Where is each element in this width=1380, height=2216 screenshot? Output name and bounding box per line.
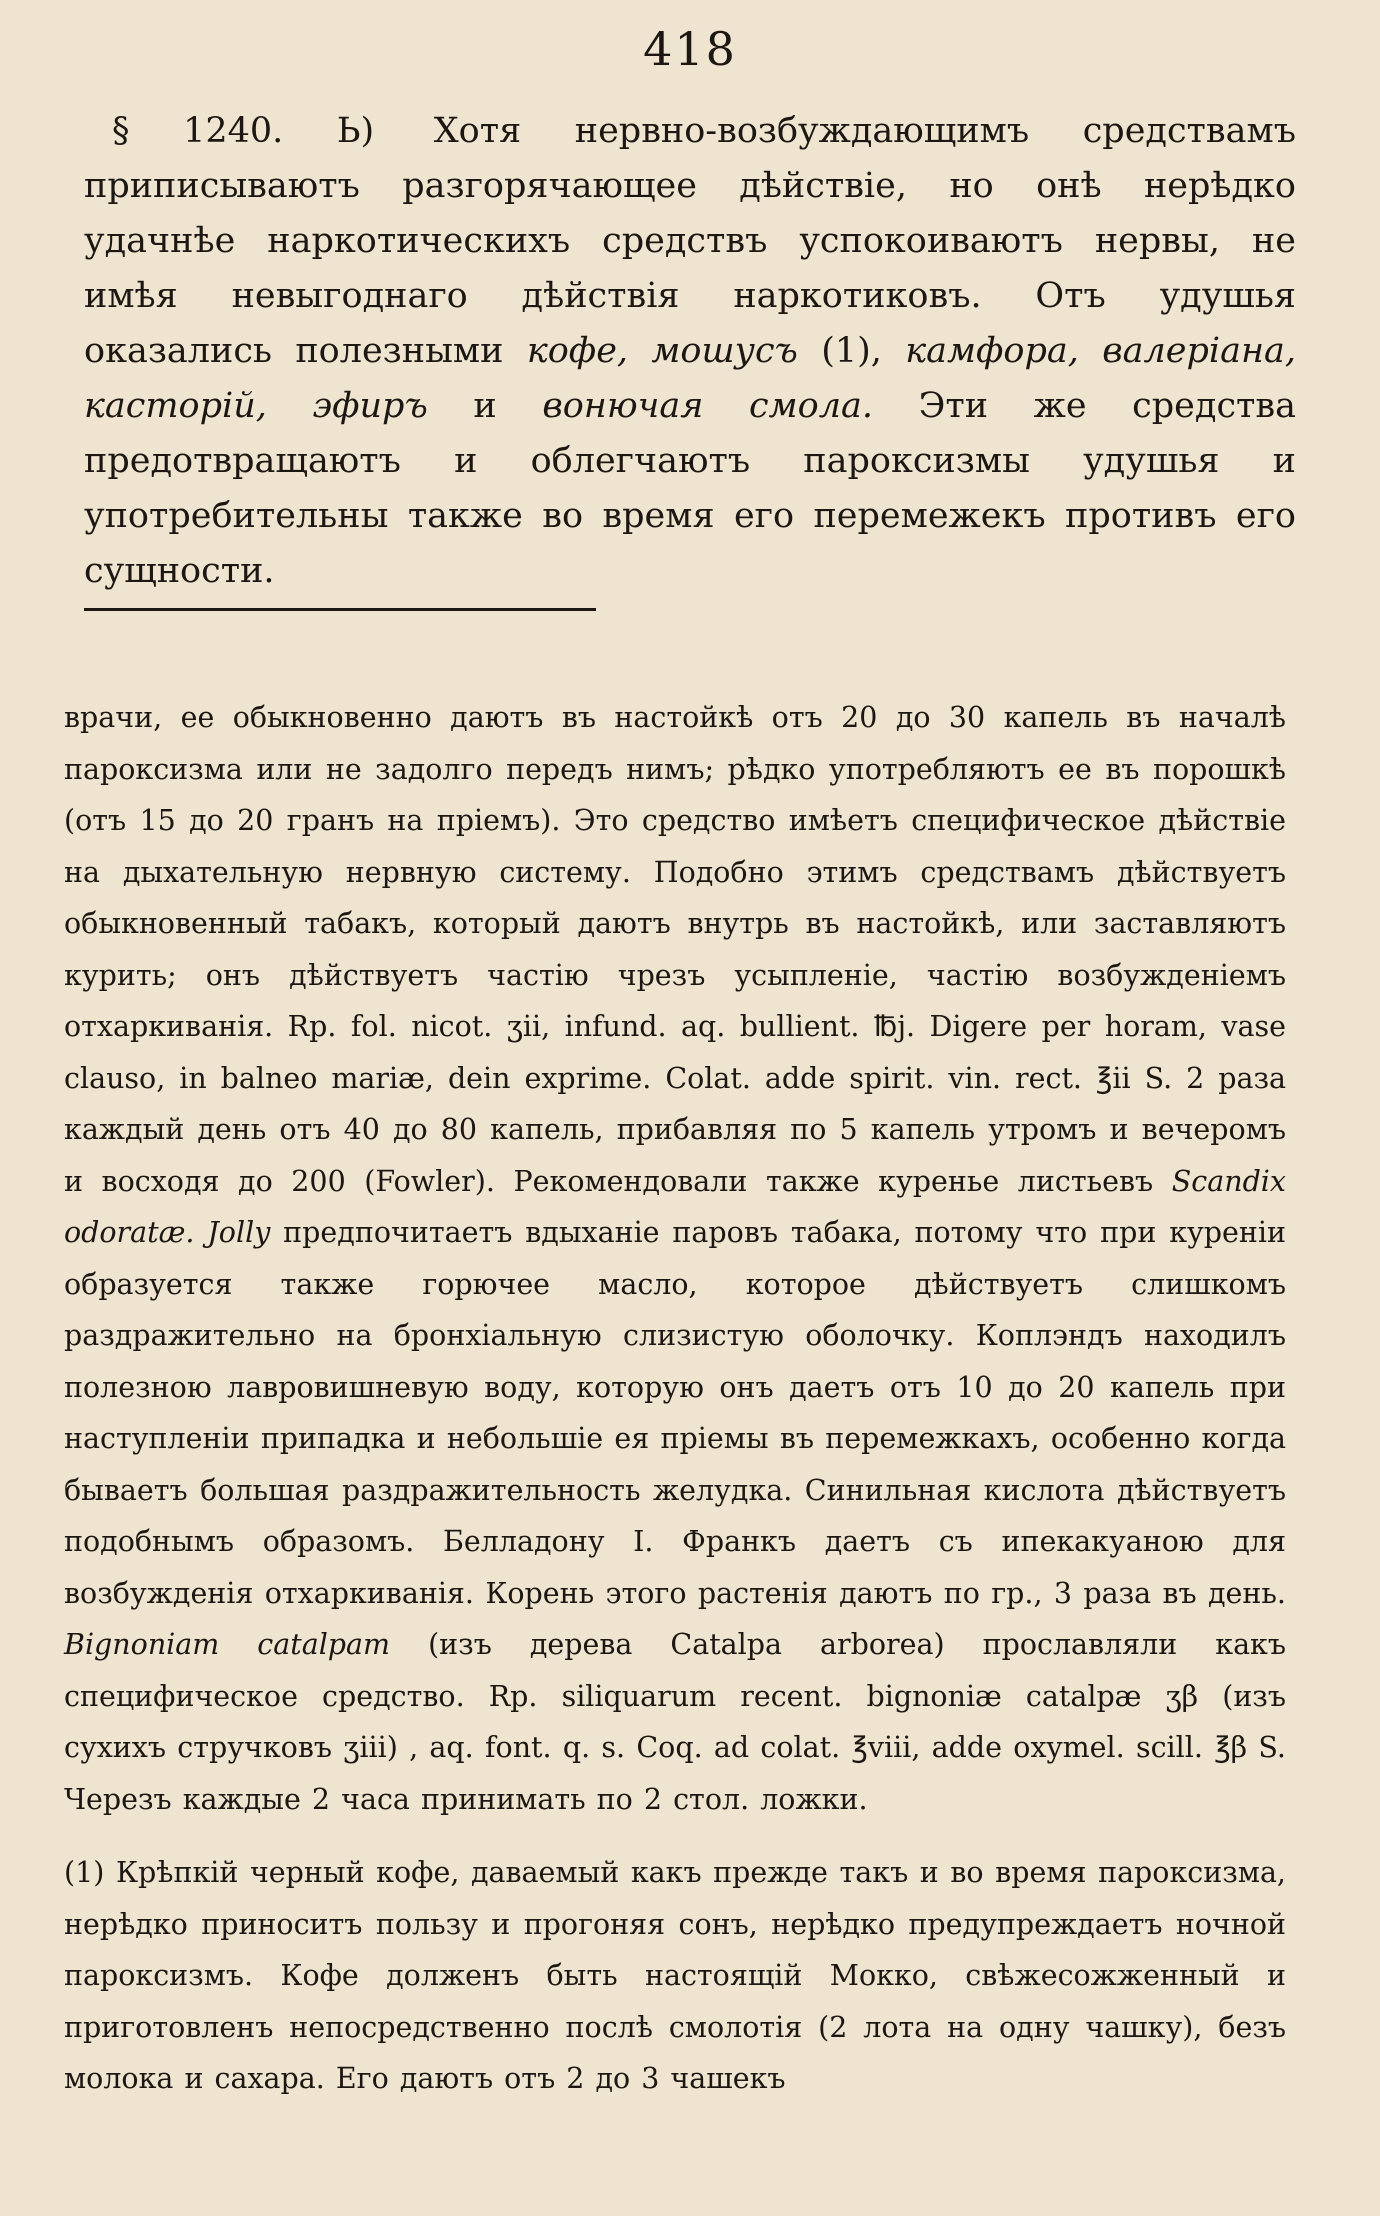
- remedy-kastoriy: касторій,: [84, 386, 267, 426]
- section-paragraph: [84, 104, 1296, 599]
- page-number: 418: [643, 22, 737, 76]
- footnote-divider: [84, 608, 596, 611]
- section-number: § 1240. Ь): [112, 111, 375, 151]
- remedy-moshus: мошусъ: [651, 331, 798, 371]
- remedy-valeriana: валеріана,: [1102, 331, 1296, 371]
- remedy-kofe: кофе,: [526, 331, 629, 371]
- remedy-efir: эфиръ: [312, 386, 428, 426]
- plant-scandix: Scandix odoratæ.: [64, 1164, 1286, 1249]
- note-text-2: предпочитаетъ вдыханіе паровъ табака, потому что при куреніи образуется также горючее масло, которое дѣйствуетъ слишкомъ раздражительно на бронхіальную слизистую оболочку. Коплэндъ находилъ полезною лавровишневую воду, которую онъ даетъ отъ 10 до 20 капель при наступленіи припадка и небольшіе ея пріемы въ перемежкахъ, особенно когда бываетъ большая раздражительность желудка. Синильная кислота дѣйствуетъ подобнымъ образомъ. Белладону I. Франкъ даетъ съ ипекакуаною для возбужденія отхаркиванія. Корень этого растенія даютъ по гр., 3 раза въ день.: [64, 1216, 1286, 1610]
- remedy-kamfora: камфора,: [905, 331, 1079, 371]
- main-text-block: [84, 104, 1296, 599]
- body-text-2: (1),: [797, 331, 906, 371]
- note-text-3: (изъ дерева Catalpa arborea) прославляли какъ специфическое средство. Rp. siliquarum recent. bignoniæ catalpæ ʒβ (изъ сухихъ стручковъ ʒiii) , aq. font. q. s. Coq. ad colat. ℥viii, adde oxymel. scill. ℥β S. Черезъ каждые 2 часа принимать по 2 стол. ложки.: [64, 1628, 1287, 1816]
- footnotes-block: [64, 692, 1286, 2105]
- body-text-1: Хотя нервно-возбуждающимъ средствамъ приписываютъ разгорячающее дѣйствіе, но онѣ нерѣдко удачнѣе наркотическихъ средствъ успокоиваютъ нервы, не имѣя невыгоднаго дѣйствія наркотиковъ. Отъ удушья оказались полезными: [84, 111, 1296, 371]
- body-text-3: и: [427, 386, 543, 426]
- plant-bignonia: Bignoniam catalpam: [64, 1628, 391, 1661]
- footnote-continuation: [64, 692, 1286, 1825]
- remedy-smola: вонючая смола.: [542, 386, 874, 426]
- note-text-1: врачи, ее обыкновенно даютъ въ настойкѣ отъ 20 до 30 капель въ началѣ пароксизма или не задолго передъ нимъ; рѣдко употребляютъ ее въ порошкѣ (отъ 15 до 20 гранъ на пріемъ). Это средство имѣетъ специфическое дѣйствіе на дыхательную нервную систему. Подобно этимъ средствамъ дѣйствуетъ обыкновенный табакъ, который даютъ внутрь въ настойкѣ, или заставляютъ курить; онъ дѣйствуетъ частію чрезъ усыпленіе, частію возбужденіемъ отхаркиванія. Rp. fol. nicot. ʒii, infund. aq. bullient. ℔j. Digere per horam, vase clauso, in balneo mariæ, dein exprime. Colat. adde spirit. vin. rect. ℥ii S. 2 раза каждый день отъ 40 до 80 капель, прибавляя по 5 капель утромъ и вечеромъ и восходя до 200 (Fowler). Рекомендовали также куренье листьевъ: [64, 701, 1286, 1198]
- author-jolly: Jolly: [207, 1216, 271, 1249]
- footnote-1: (1) Крѣпкій черный кофе, даваемый какъ прежде такъ и во время пароксизма, нерѣдко приноситъ пользу и прогоняя сонъ, нерѣдко предупреждаетъ ночной пароксизмъ. Кофе долженъ быть настоящій Мокко, свѣжесожженный и приготовленъ непосредственно послѣ смолотія (2 лота на одну чашку), безъ молока и сахара. Его даютъ отъ 2 до 3 чашекъ: [64, 1856, 1286, 2095]
- body-text-4: Эти же средства предотвращаютъ и облегчаютъ пароксизмы удушья и употребительны также во время его перемежекъ противъ его сущности.: [84, 386, 1296, 591]
